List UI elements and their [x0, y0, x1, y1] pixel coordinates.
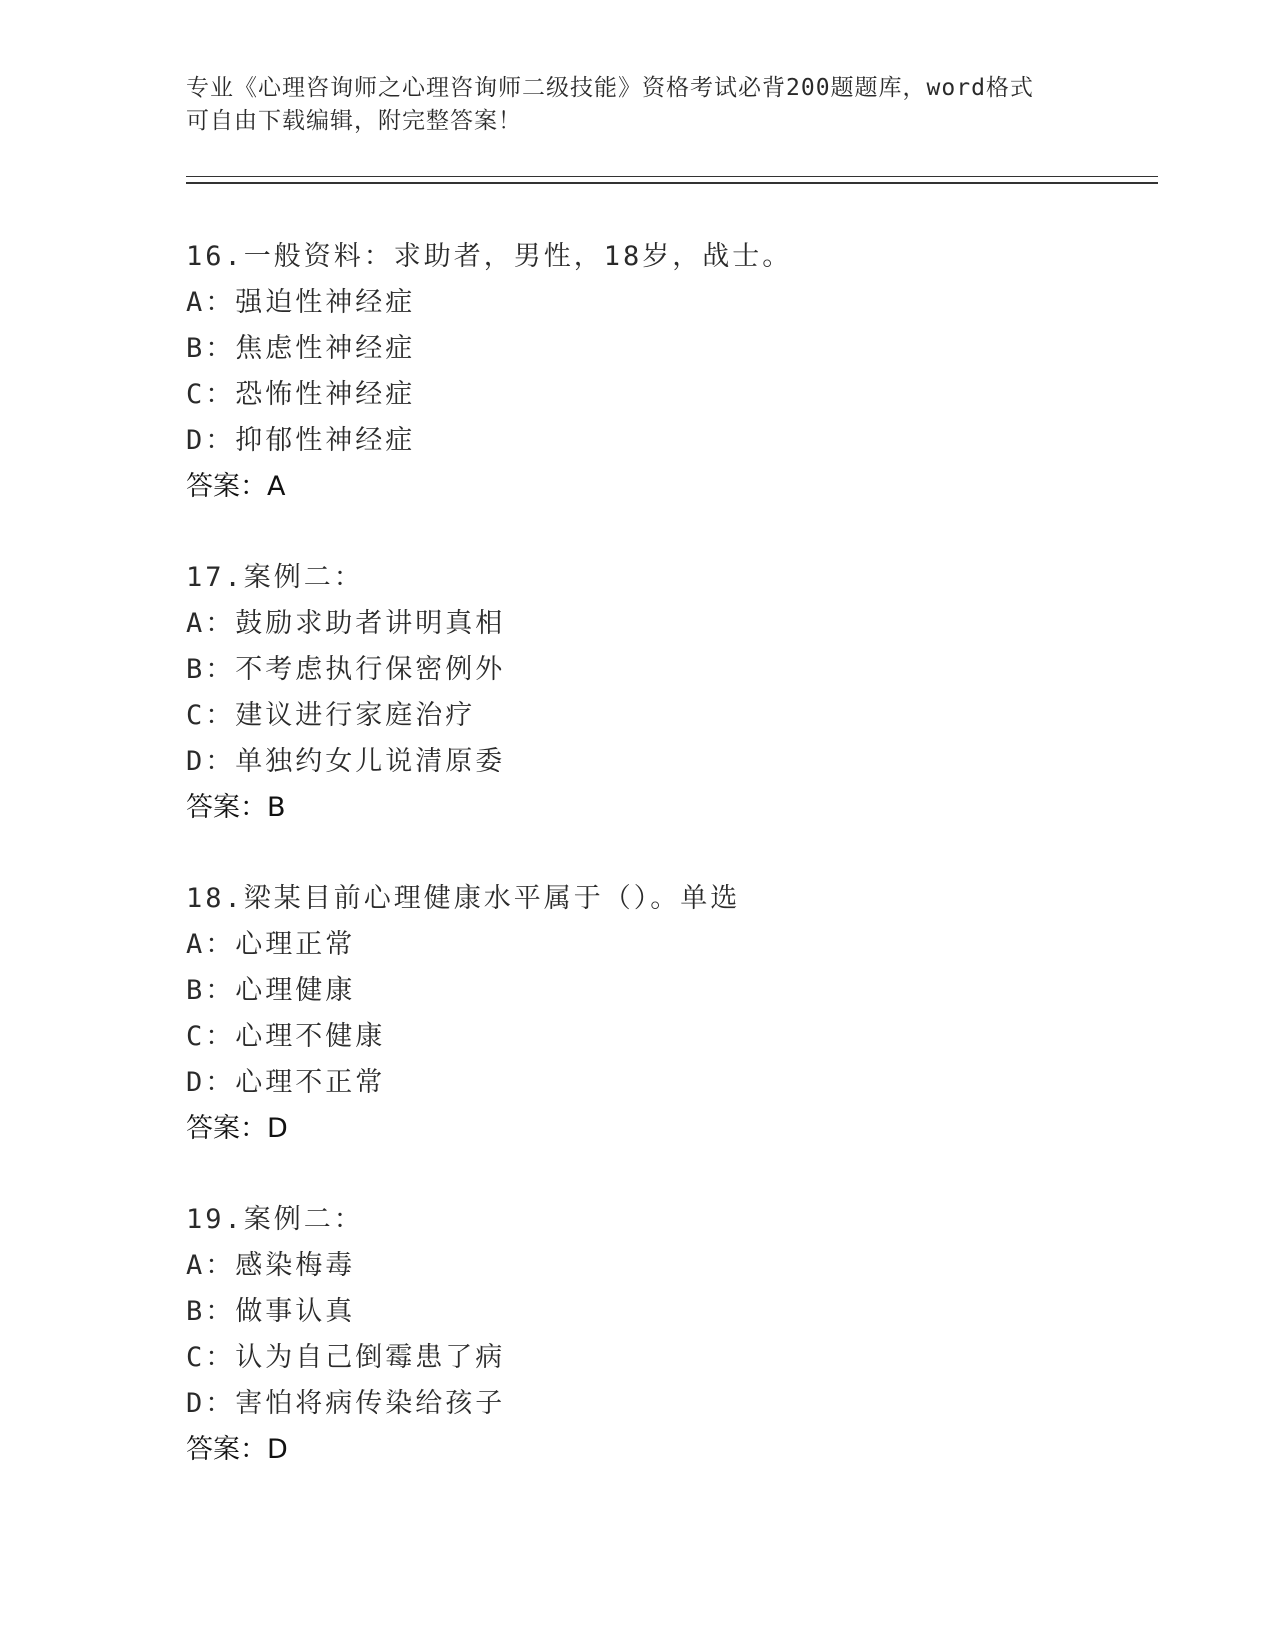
option-d: D：单独约女儿说清原委 — [186, 746, 506, 777]
option-d: D：抑郁性神经症 — [186, 425, 416, 456]
question-16 — [186, 234, 1086, 510]
option-d: D：害怕将病传染给孩子 — [186, 1388, 506, 1419]
option-a: A：心理正常 — [186, 929, 356, 960]
option-a: A：鼓励求助者讲明真相 — [186, 608, 506, 639]
header-line-1: 专业《心理咨询师之心理咨询师二级技能》资格考试必背200题题库，word格式 — [186, 75, 1034, 101]
option-a: A：强迫性神经症 — [186, 287, 416, 318]
option-b: B：做事认真 — [186, 1296, 356, 1327]
question-19 — [186, 1197, 1086, 1473]
option-a: A：感染梅毒 — [186, 1250, 356, 1281]
answer-line: 答案：B — [186, 792, 286, 823]
option-b: B：心理健康 — [186, 975, 356, 1006]
question-17 — [186, 555, 1086, 831]
option-b: B：不考虑执行保密例外 — [186, 654, 506, 685]
header-divider-top — [186, 176, 1158, 177]
question-18 — [186, 876, 1086, 1152]
question-stem: 19.案例二： — [186, 1204, 364, 1235]
option-c: C：建议进行家庭治疗 — [186, 700, 476, 731]
answer-line: 答案：D — [186, 1434, 288, 1465]
question-stem: 16.一般资料：求助者，男性，18岁，战士。 — [186, 241, 793, 272]
question-stem: 18.梁某目前心理健康水平属于（）。单选 — [186, 883, 741, 914]
option-d: D：心理不正常 — [186, 1067, 386, 1098]
option-c: C：恐怖性神经症 — [186, 379, 416, 410]
option-c: C：心理不健康 — [186, 1021, 386, 1052]
option-b: B：焦虑性神经症 — [186, 333, 416, 364]
header-divider-bottom — [186, 182, 1158, 184]
question-stem: 17.案例二： — [186, 562, 364, 593]
header-line-2: 可自由下载编辑，附完整答案！ — [186, 108, 522, 134]
document-header — [186, 72, 1066, 138]
option-c: C：认为自己倒霉患了病 — [186, 1342, 506, 1373]
answer-line: 答案：D — [186, 1113, 288, 1144]
answer-line: 答案：A — [186, 471, 286, 502]
